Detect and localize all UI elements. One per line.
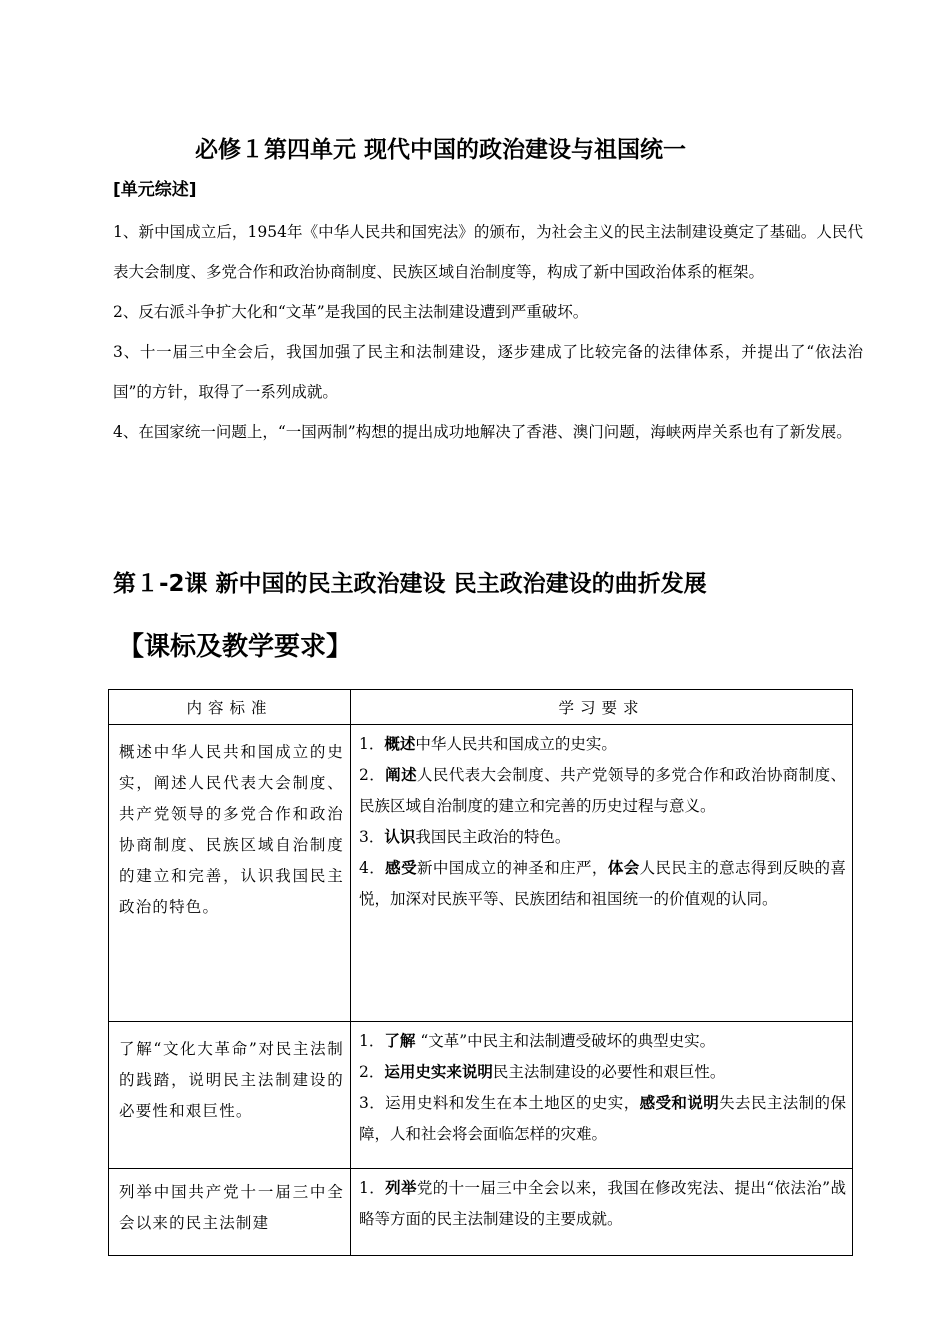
unit-summary-heading: [单元综述]: [113, 180, 197, 200]
learning-requirements-cell: [351, 1169, 853, 1256]
summary-paragraph: 1、新中国成立后，1954年《中华人民共和国宪法》的颁布，为社会主义的民主法制建设奠定了基础。人民代表大会制度、多党合作和政治协商制度、民族区域自治制度等，构成了新中国政治体系的框架。: [113, 223, 863, 281]
requirement-verb: 感受和说明: [639, 1094, 720, 1112]
requirement-verb: 体会: [607, 859, 640, 877]
summary-paragraph: 2、反右派斗争扩大化和“文革”是我国的民主法制建设遭到严重破坏。: [113, 303, 589, 321]
requirement-verb: 运用史实来说明: [384, 1063, 493, 1081]
requirement-item: 3．运用史料和发生在本土地区的史实，感受和说明失去民主法制的保障，人和社会将会面临怎样的灾难。: [359, 1094, 846, 1143]
summary-paragraph: 4、在国家统一问题上，“一国两制”构想的提出成功地解决了香港、澳门问题，海峡两岸关系也有了新发展。: [113, 423, 852, 441]
header-learning-requirements: 学习要求: [351, 690, 853, 725]
content-standard-cell: 了解“文化大革命”对民主法制的践踏，说明民主法制建设的必要性和艰巨性。: [109, 1022, 351, 1169]
requirement-verb: 阐述: [385, 766, 417, 784]
requirement-verb: 感受: [385, 859, 417, 877]
requirement-verb: 概述: [384, 735, 416, 753]
requirement-item: 1．列举党的十一届三中全会以来，我国在修改宪法、提出“依法治”战略等方面的民主法制建设的主要成就。: [359, 1179, 846, 1228]
header-content-standard: 内容标准: [109, 690, 351, 725]
requirement-verb: 认识: [384, 828, 416, 846]
requirement-item: 3．认识我国民主政治的特色。: [359, 828, 571, 846]
learning-requirements-cell: [351, 725, 853, 1022]
requirement-item: 4．感受新中国成立的神圣和庄严，体会人民民主的意志得到反映的喜悦，加深对民族平等、民族团结和祖国统一的价值观的认同。: [359, 859, 846, 908]
requirement-item: 1．了解 “文革”中民主和法制遭受破坏的典型史实。: [359, 1032, 716, 1050]
table-row: [109, 1022, 853, 1169]
content-standard-cell: 列举中国共产党十一届三中全会以来的民主法制建: [109, 1169, 351, 1256]
unit-summary: [113, 212, 863, 452]
table-row: [109, 725, 853, 1022]
requirement-verb: 列举: [385, 1179, 417, 1197]
content-standard-cell: 概述中华人民共和国成立的史实，阐述人民代表大会制度、共产党领导的多党合作和政治协商制度、民族区域自治制度的建立和完善，认识我国民主政治的特色。: [109, 725, 351, 1022]
requirement-item: 2．阐述人民代表大会制度、共产党领导的多党合作和政治协商制度、民族区域自治制度的建立和完善的历史过程与意义。: [359, 766, 846, 815]
learning-requirements-cell: [351, 1022, 853, 1169]
requirements-table: [108, 689, 853, 1256]
page-title: 必修１第四单元 现代中国的政治建设与祖国统一: [195, 137, 687, 163]
standards-heading: 【课标及教学要求】: [118, 632, 353, 662]
summary-paragraph: 3、十一届三中全会后，我国加强了民主和法制建设，逐步建成了比较完备的法律体系，并提出了“依法治国”的方针，取得了一系列成就。: [113, 343, 863, 401]
table-header-row: [109, 690, 853, 725]
requirement-item: 2．运用史实来说明民主法制建设的必要性和艰巨性。: [359, 1063, 726, 1081]
requirement-item: 1．概述中华人民共和国成立的史实。: [359, 735, 617, 753]
lesson-title: 第１-2课 新中国的民主政治建设 民主政治建设的曲折发展: [113, 571, 707, 597]
requirement-verb: 了解: [384, 1032, 416, 1050]
table-row: [109, 1169, 853, 1256]
